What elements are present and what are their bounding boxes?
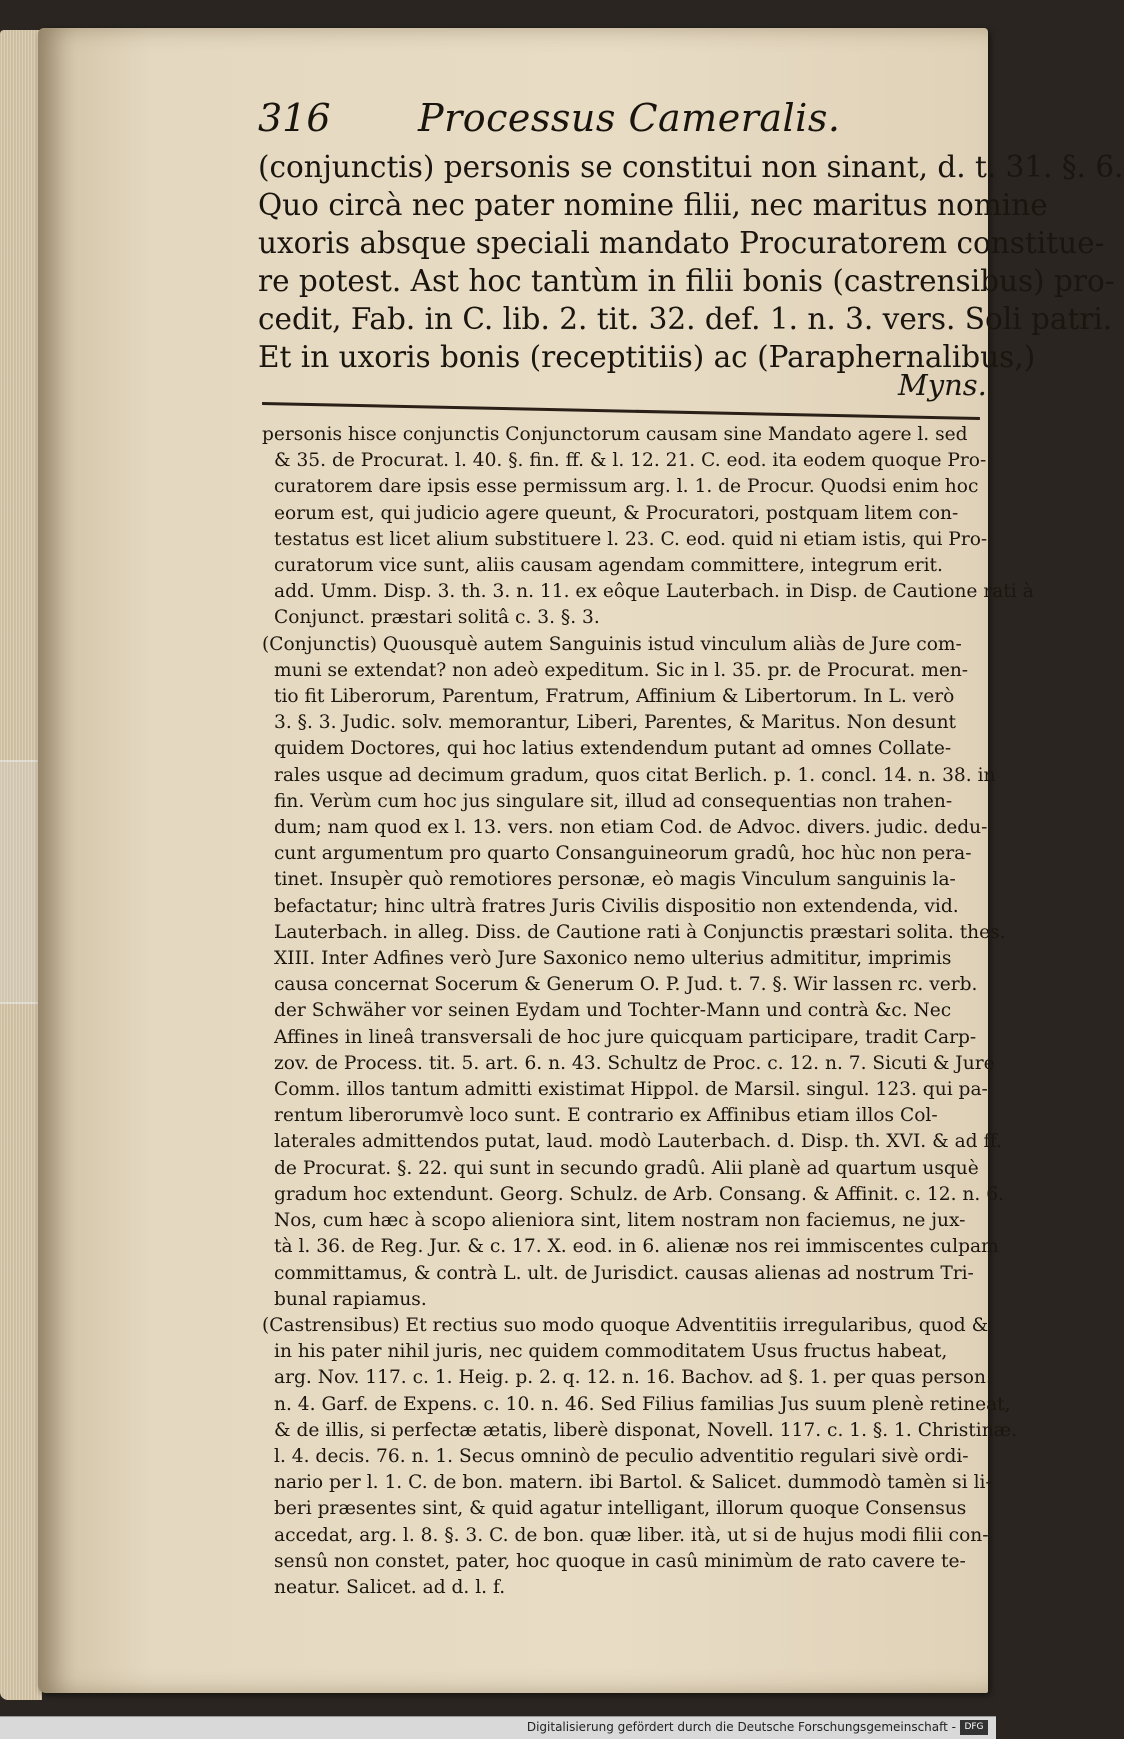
note-line: committamus, & contrà L. ult. de Jurisdict. causas alienas ad nostrum Tri- [274,1262,974,1284]
note-line: & 35. de Procurat. l. 40. §. fin. ff. & l. 12. 21. C. eod. ita eodem quoque Pro- [274,450,987,472]
note-line: (Conjunctis) Quousquè autem Sanguinis istud vinculum aliàs de Jure com- [262,633,962,655]
running-title: Processus Cameralis. [418,96,841,140]
main-text-line: re potest. Ast hoc tantùm in filii bonis (castrensibus) pro- [258,264,1115,298]
note-line: tio fit Liberorum, Parentum, Fratrum, Affinium & Libertorum. In L. verò [274,686,955,708]
note-line: Lauterbach. in alleg. Diss. de Cautione rati à Conjunctis præstari solita. thes. [274,921,1006,943]
note-line: add. Umm. Disp. 3. th. 3. n. 11. ex eôque Lauterbach. in Disp. de Cautione rati à [274,581,1034,603]
note-line: & de illis, si perfectæ ætatis, liberè disponat, Novell. 117. c. 1. §. 1. Christinæ. [274,1419,1018,1441]
note-line: 3. §. 3. Judic. solv. memorantur, Liberi, Parentes, & Maritus. Non desunt [274,712,957,734]
note-line: testatus est licet alium substituere l. 23. C. eod. quid ni etiam istis, qui Pro- [274,528,988,550]
note-line: sensû non constet, pater, hoc quoque in casû minimùm de rato cavere te- [274,1550,966,1572]
note-line: eorum est, qui judicio agere queunt, & Procuratori, postquam litem con- [274,502,959,524]
note-line: cunt argumentum pro quarto Consanguineorum gradû, hoc hùc non pera- [274,843,972,865]
note-line: beri præsentes sint, & quid agatur intelligant, illorum quoque Consensus [274,1498,967,1520]
note-line: curatorum vice sunt, aliis causam agendam committere, integrum erit. [274,555,943,577]
note-line: bunal rapiamus. [274,1288,427,1310]
main-text-line: Quo circà nec pater nomine filii, nec maritus nomine [258,188,1048,222]
note-line: zov. de Process. tit. 5. art. 6. n. 43. Schultz de Proc. c. 12. n. 7. Sicuti & Jure [274,1052,995,1074]
note-line: Comm. illos tantum admitti existimat Hippol. de Marsil. singul. 123. qui pa- [274,1079,988,1101]
note-line: laterales admittendos putat, laud. modò Lauterbach. d. Disp. th. XVI. & ad ff. [274,1131,1002,1153]
note-line: gradum hoc extendunt. Georg. Schulz. de Arb. Consang. & Affinit. c. 12. n. 6. [274,1183,1004,1205]
note-line: personis hisce conjunctis Conjunctorum causam sine Mandato agere l. sed [262,424,968,445]
note-line: fin. Verùm cum hoc jus singulare sit, illud ad consequentias non trahen- [274,790,953,812]
footer-credit: Digitalisierung gefördert durch die Deutsche Forschungsgemeinschaft - [526,1720,956,1734]
note-line: befactatur; hinc ultrà fratres Juris Civilis dispositio non extendenda, vid. [274,895,959,917]
note-line: n. 4. Garf. de Expens. c. 10. n. 46. Sed Filius familias Jus suum plenè retineat, [274,1393,1011,1415]
dfg-logo: DFG [960,1720,988,1735]
main-text-line: (conjunctis) personis se constitui non sinant, d. t. 31. §. 6. [258,150,1124,184]
digitization-footer [0,1716,996,1739]
note-line: neatur. Salicet. ad d. l. f. [274,1576,506,1598]
note-line: Affines in lineâ transversali de hoc jure quicquam participare, tradit Carp- [274,1026,977,1048]
note-line: tà l. 36. de Reg. Jur. & c. 17. X. eod. in 6. alienæ nos rei immiscentes culpam [274,1236,999,1258]
main-text [258,148,1124,376]
main-text-line: uxoris absque speciali mandato Procuratorem constitue- [258,226,1105,260]
note-line: rales usque ad decimum gradum, quos citat Berlich. p. 1. concl. 14. n. 38. in [274,764,996,786]
note-line: de Procurat. §. 22. qui sunt in secundo gradû. Alii planè ad quartum usquè [274,1157,979,1179]
note-line: causa concernat Socerum & Generum O. P. Jud. t. 7. §. Wir lassen rc. verb. [274,974,978,996]
note-line: der Schwäher vor seinen Eydam und Tochter-Mann und contrà &c. Nec [274,1000,952,1022]
note-line: Conjunct. præstari solitâ c. 3. §. 3. [274,607,600,629]
note-line: dum; nam quod ex l. 13. vers. non etiam Cod. de Advoc. divers. judic. dedu- [274,817,988,839]
main-text-line: cedit, Fab. in C. lib. 2. tit. 32. def. 1. n. 3. vers. Soli patri. [258,302,1113,336]
note-line: tinet. Insupèr quò remotiores personæ, eò magis Vinculum sanguinis la- [274,869,956,891]
catchword: Myns. [898,368,987,402]
note-line: XIII. Inter Adfines verò Jure Saxonico nemo ulterius admititur, imprimis [274,948,952,970]
note-line: (Castrensibus) Et rectius suo modo quoque Adventitiis irregularibus, quod & [262,1314,989,1336]
note-line: Nos, cum hæc à scopo alieniora sint, litem nostram non faciemus, ne jux- [274,1210,966,1232]
note-line: arg. Nov. 117. c. 1. Heig. p. 2. q. 12. n. 16. Bachov. ad §. 1. per quas person. [274,1367,992,1389]
note-line: rentum liberorumvè loco sunt. E contrario ex Affinibus etiam illos Col- [274,1105,938,1127]
note-line: in his pater nihil juris, nec quidem commoditatem Usus fructus habeat, [274,1341,948,1363]
note-line: l. 4. decis. 76. n. 1. Secus omninò de peculio adventitio regulari sivè ordi- [274,1445,969,1467]
note-line: curatorem dare ipsis esse permissum arg. l. 1. de Procur. Quodsi enim hoc [274,476,979,498]
note-line: accedat, arg. l. 8. §. 3. C. de bon. quæ liber. ità, ut si de hujus modi filii con- [274,1524,989,1546]
note-line: nario per l. 1. C. de bon. matern. ibi Bartol. & Salicet. dummodò tamèn si li- [274,1472,992,1494]
footnotes [262,422,1034,1601]
page-number: 316 [258,96,331,140]
note-line: muni se extendat? non adeò expeditum. Sic in l. 35. pr. de Procurat. men- [274,659,969,681]
note-line: quidem Doctores, qui hoc latius extendendum putant ad omnes Collate- [274,738,952,760]
page-header [258,96,958,146]
main-text-line: Et in uxoris bonis (receptitiis) ac (Paraphernalibus,) [258,340,1036,374]
